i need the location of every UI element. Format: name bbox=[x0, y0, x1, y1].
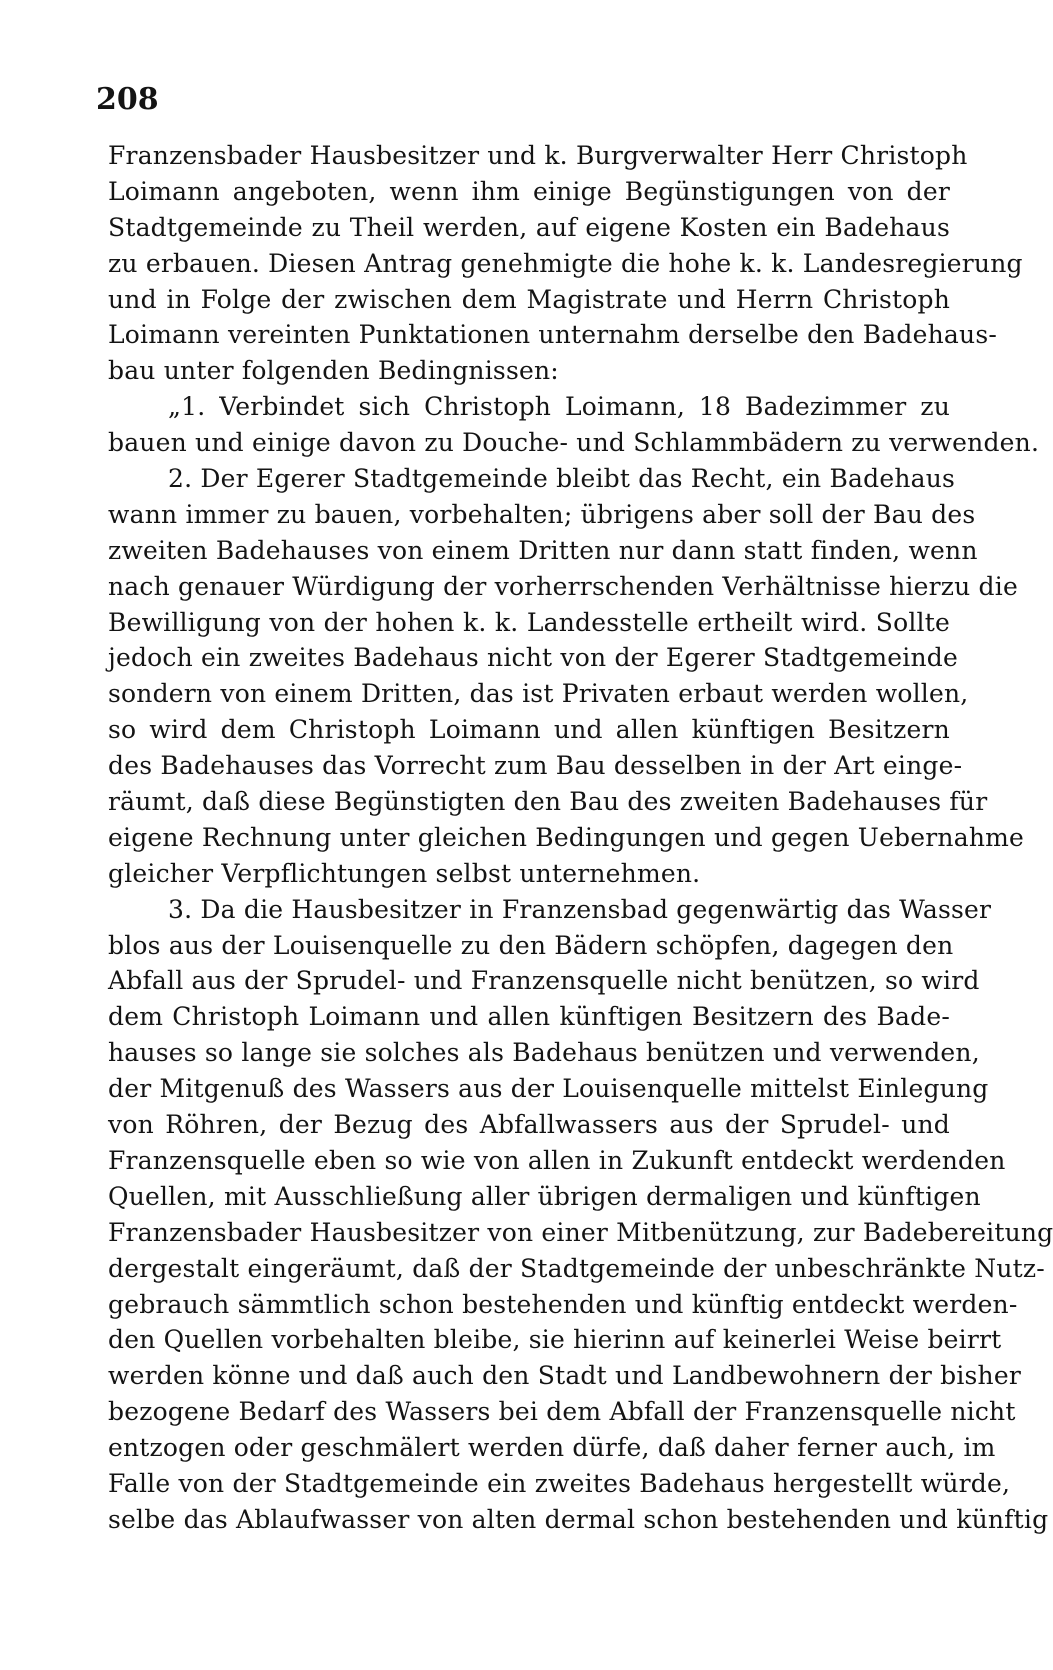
text-line: Franzensbader Hausbesitzer von einer Mitbenützung, zur Badebereitung bbox=[108, 1217, 1053, 1247]
text-line: nach genauer Würdigung der vorherrschenden Verhältnisse hierzu die bbox=[108, 571, 1018, 601]
text-line: eigene Rechnung unter gleichen Bedingungen und gegen Uebernahme bbox=[108, 822, 1025, 852]
text-line: Abfall aus der Sprudel- und Franzensquelle nicht benützen, so wird bbox=[108, 966, 980, 996]
text-line: Loimann vereinten Punktationen unternahm derselbe den Badehaus- bbox=[108, 320, 997, 350]
text-line: Falle von der Stadtgemeinde ein zweites Badehaus hergestellt würde, bbox=[108, 1468, 1011, 1498]
text-line: Loimann angeboten, wenn ihm einige Begünstigungen von der bbox=[108, 176, 950, 206]
text-line: zu erbauen. Diesen Antrag genehmigte die hohe k. k. Landesregierung bbox=[108, 248, 1023, 278]
text-line: jedoch ein zweites Badehaus nicht von der Egerer Stadtgemeinde bbox=[108, 643, 958, 673]
text-line: räumt, daß diese Begünstigten den Bau des zweiten Badehauses für bbox=[108, 787, 988, 817]
text-line: Bewilligung von der hohen k. k. Landesstelle ertheilt wird. Sollte bbox=[108, 607, 950, 637]
text-line: werden könne und daß auch den Stadt und Landbewohnern der bisher bbox=[108, 1361, 1021, 1391]
text-line: dergestalt eingeräumt, daß der Stadtgemeinde der unbeschränkte Nutz- bbox=[108, 1253, 1045, 1283]
text-line: so wird dem Christoph Loimann und allen künftigen Besitzern bbox=[108, 715, 950, 745]
text-line: Quellen, mit Ausschließung aller übrigen dermaligen und künftigen bbox=[108, 1181, 981, 1211]
text-line: gebrauch sämmtlich schon bestehenden und künftig entdeckt werden- bbox=[108, 1289, 1018, 1319]
text-line: 2. Der Egerer Stadtgemeinde bleibt das Recht, ein Badehaus bbox=[168, 464, 956, 494]
text-line: bau unter folgenden Bedingnissen: bbox=[108, 356, 559, 386]
text-line: 3. Da die Hausbesitzer in Franzensbad gegenwärtig das Wasser bbox=[168, 894, 992, 924]
text-line: der Mitgenuß des Wassers aus der Louisenquelle mittelst Einlegung bbox=[108, 1074, 989, 1104]
text-line: blos aus der Louisenquelle zu den Bädern schöpfen, dagegen den bbox=[108, 930, 954, 960]
text-line: sondern von einem Dritten, das ist Privaten erbaut werden wollen, bbox=[108, 679, 969, 709]
text-line: Franzensbader Hausbesitzer und k. Burgverwalter Herr Christoph bbox=[108, 141, 968, 170]
text-line: Stadtgemeinde zu Theil werden, auf eigene Kosten ein Badehaus bbox=[108, 212, 950, 242]
text-line: den Quellen vorbehalten bleibe, sie hierinn auf keinerlei Weise beirrt bbox=[108, 1325, 1002, 1355]
text-line: entzogen oder geschmälert werden dürfe, daß daher ferner auch, im bbox=[108, 1433, 996, 1463]
text-line: wann immer zu bauen, vorbehalten; übrigens aber soll der Bau des bbox=[108, 499, 976, 529]
text-line: selbe das Ablaufwasser von alten dermal schon bestehenden und künftig bbox=[108, 1504, 1049, 1534]
text-line: gleicher Verpflichtungen selbst unternehmen. bbox=[108, 858, 701, 888]
page-number: 208 bbox=[96, 82, 159, 117]
text-line: von Röhren, der Bezug des Abfallwassers aus der Sprudel- und bbox=[108, 1110, 950, 1140]
text-line: des Badehauses das Vorrecht zum Bau desselben in der Art einge- bbox=[108, 751, 963, 781]
text-line: zweiten Badehauses von einem Dritten nur dann statt finden, wenn bbox=[108, 535, 978, 565]
text-line: „1. Verbindet sich Christoph Loimann, 18 Badezimmer zu bbox=[168, 392, 950, 422]
text-line: bezogene Bedarf des Wassers bei dem Abfall der Franzensquelle nicht bbox=[108, 1397, 1016, 1427]
text-line: Franzensquelle eben so wie von allen in Zukunft entdeckt werdenden bbox=[108, 1145, 1006, 1175]
text-line: bauen und einige davon zu Douche- und Schlammbädern zu verwenden. bbox=[108, 428, 1040, 458]
text-line: dem Christoph Loimann und allen künftigen Besitzern des Bade- bbox=[108, 1002, 950, 1032]
text-line: hauses so lange sie solches als Badehaus benützen und verwenden, bbox=[108, 1038, 980, 1068]
body-text bbox=[108, 138, 1053, 1538]
text-line: und in Folge der zwischen dem Magistrate und Herrn Christoph bbox=[108, 284, 950, 314]
